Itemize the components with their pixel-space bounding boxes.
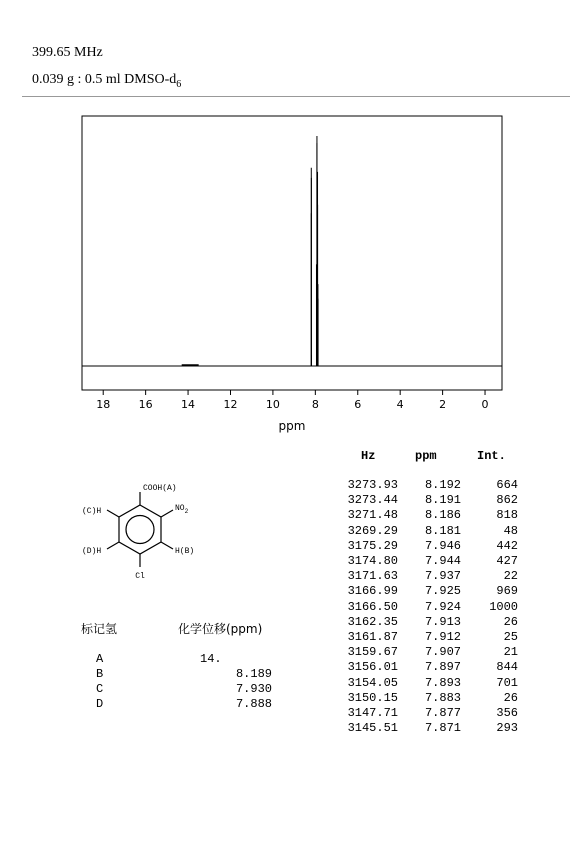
sample-subscript: 6: [176, 78, 182, 90]
peak-ppm: 7.897: [424, 660, 461, 675]
peak-intensity: 969: [496, 584, 518, 599]
peak-intensity: 25: [503, 630, 518, 644]
peak-intensity: 818: [496, 508, 518, 523]
peak-hz: 3161.87: [347, 630, 398, 644]
cooh-label: COOH(A): [143, 484, 177, 493]
peak-hz: 3147.71: [347, 706, 398, 720]
cl-label: Cl: [135, 572, 145, 581]
x-tick-label: 18: [96, 398, 111, 411]
assignment-label: D: [96, 697, 104, 711]
peak-intensity: 293: [496, 721, 518, 736]
peak-ppm: 7.944: [424, 554, 461, 568]
assignment-shift: 7.888: [235, 697, 272, 711]
assignment-label: A: [96, 652, 104, 666]
x-tick-label: 4: [396, 398, 404, 411]
assignment-label: C: [96, 682, 104, 696]
bond-hc: [107, 510, 119, 517]
peak-ppm: 7.913: [424, 614, 461, 629]
peak-intensity: 664: [496, 478, 518, 492]
peak-intensity: 22: [503, 569, 518, 584]
bond-no2: [161, 510, 173, 517]
peak-hz: 3174.80: [347, 554, 398, 568]
peak-hz: 3271.48: [347, 508, 398, 523]
x-tick-label: 16: [138, 398, 153, 411]
peak-hz: 3166.50: [347, 599, 398, 614]
col-header-int: Int.: [477, 449, 506, 463]
peak-ppm: 8.192: [424, 478, 461, 492]
x-tick-label: 14: [181, 398, 196, 411]
peak-intensity: 1000: [489, 599, 518, 614]
bond-hb: [161, 542, 173, 549]
peak-ppm: 8.186: [424, 508, 461, 523]
benzene-ring: [119, 505, 161, 554]
plot-frame: [82, 116, 502, 390]
no2-label: [175, 504, 189, 515]
peak-ppm: 7.912: [424, 630, 461, 644]
x-tick-label: 6: [354, 398, 362, 411]
peak-hz: 3273.93: [347, 478, 398, 492]
hc-label: (C)H: [82, 507, 102, 516]
peak-hz: 3269.29: [347, 523, 398, 538]
spectrometer-frequency: 399.65 MHz: [32, 45, 103, 60]
peak-hz: 3159.67: [347, 645, 398, 660]
peak-intensity: 844: [496, 660, 518, 675]
assignment-shift-header: 化学位移(ppm): [178, 622, 263, 636]
peak-intensity: 862: [496, 493, 518, 508]
assignment-label: B: [96, 667, 104, 681]
x-tick-label: 8: [311, 398, 319, 411]
x-axis-label: ppm: [278, 419, 306, 433]
peak-ppm: 7.893: [424, 675, 461, 690]
no2-text: NO: [175, 504, 185, 513]
hd-label: (D)H: [82, 547, 102, 556]
peak-ppm: 7.871: [424, 721, 461, 736]
molecule-structure: [70, 475, 270, 610]
peak-intensity: 356: [496, 706, 518, 720]
peak-hz: 3156.01: [347, 660, 398, 675]
peak-intensity: 701: [496, 675, 518, 690]
hb-label: H(B): [175, 547, 195, 556]
peak-hz: 3166.99: [347, 584, 398, 599]
peak-hz: 3175.29: [347, 538, 398, 553]
col-header-hz: Hz: [361, 449, 376, 463]
peak-intensity: 21: [503, 645, 518, 660]
peak-ppm: 7.937: [424, 569, 461, 584]
peak-hz: 3154.05: [347, 675, 398, 690]
peak-ppm: 8.191: [424, 493, 461, 508]
peak-intensity: 26: [503, 690, 518, 705]
peak-intensity: 26: [503, 614, 518, 629]
peak-ppm: 7.883: [424, 690, 461, 705]
aromatic-circle: [126, 516, 154, 544]
peak-hz: 3145.51: [347, 721, 398, 736]
peak-intensity: 48: [503, 523, 518, 538]
peak-ppm: 7.924: [424, 599, 461, 614]
peak-ppm: 7.946: [424, 538, 461, 553]
x-tick-label: 0: [481, 398, 489, 411]
x-tick-label: 2: [439, 398, 447, 411]
assignment-label-header: 标记氢: [81, 622, 118, 636]
no2-subscript: 2: [184, 508, 189, 515]
assignment-shift: 8.189: [235, 667, 272, 681]
peak-ppm: 7.907: [424, 645, 461, 660]
peak-hz: 3171.63: [347, 569, 398, 584]
bond-hd: [107, 542, 119, 549]
peak-intensity: 427: [496, 554, 518, 568]
peak-hz: 3162.35: [347, 614, 398, 629]
peak-hz: 3273.44: [347, 493, 398, 508]
peak-intensity: 442: [496, 538, 518, 553]
assignment-shift: 7.930: [235, 682, 272, 696]
assignment-shift: 14.: [200, 652, 222, 666]
col-header-ppm: ppm: [415, 449, 437, 463]
peak-ppm: 7.877: [424, 706, 461, 720]
sample-text: 0.039 g : 0.5 ml DMSO-d: [32, 72, 177, 87]
peak-ppm: 8.181: [424, 523, 461, 538]
x-tick-label: 10: [265, 398, 280, 411]
peak-hz: 3150.15: [347, 690, 398, 705]
x-tick-label: 12: [223, 398, 238, 411]
peak-ppm: 7.925: [424, 584, 461, 599]
